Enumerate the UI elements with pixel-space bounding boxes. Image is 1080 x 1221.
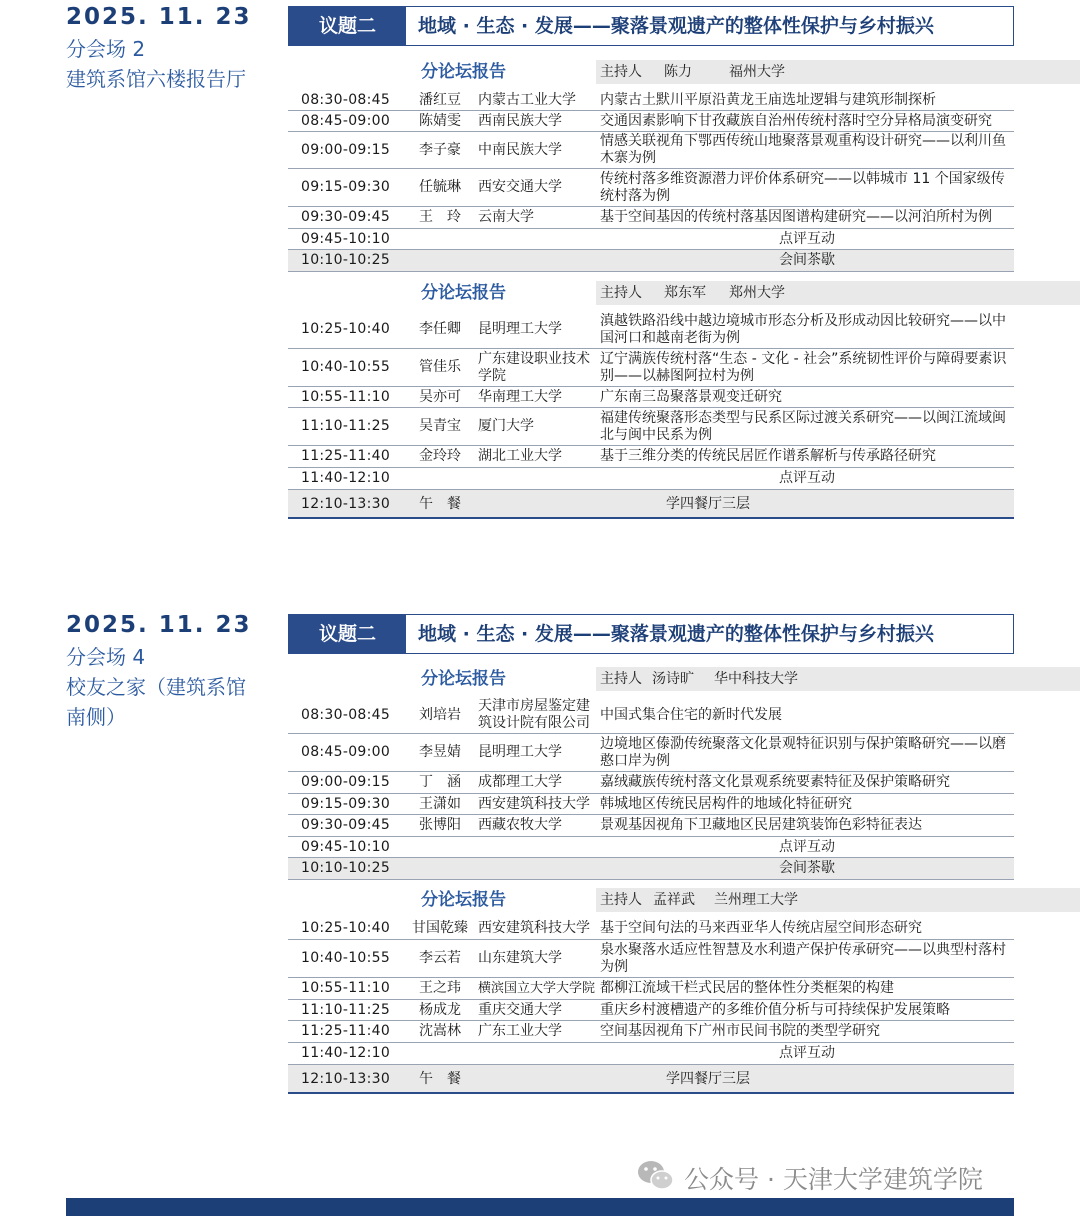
title-cell: 传统村落多维资源潜力评价体系研究——以韩城市 11 个国家级传统村落为例 xyxy=(600,171,1005,204)
activity-cell: 点评互动 xyxy=(779,1045,835,1061)
activity-cell: 点评互动 xyxy=(779,470,835,486)
institution-cell: 湖北工业大学 xyxy=(478,448,562,464)
time-cell: 08:30-08:45 xyxy=(301,707,391,723)
table-row xyxy=(288,132,1014,169)
institution-cell: 昆明理工大学 xyxy=(478,744,562,760)
table-row xyxy=(288,772,1014,794)
institution-cell: 华南理工大学 xyxy=(478,389,562,405)
table-row xyxy=(288,169,1014,207)
table-row xyxy=(288,794,1014,815)
title-cell: 广东南三岛聚落景观变迁研究 xyxy=(600,389,782,405)
title-cell: 滇越铁路沿线中越边境城市形态分析及形成动因比较研究——以中国河口和越南老街为例 xyxy=(600,313,1006,346)
title-cell: 情感关联视角下鄂西传统山地聚落景观重构设计研究——以利川鱼木寨为例 xyxy=(600,133,1006,166)
title-cell: 内蒙古土默川平原沿黄龙王庙选址逻辑与建筑形制探析 xyxy=(600,92,936,108)
table-row xyxy=(288,387,1014,408)
host-name: 陈力 xyxy=(664,64,692,80)
host-role: 主持人 xyxy=(600,64,642,80)
institution-cell: 西南民族大学 xyxy=(478,113,562,129)
title-cell: 辽宁满族传统村落“生态 - 文化 - 社会”系统韧性评价与障碍要素识别——以赫图阿拉村为例 xyxy=(600,351,1007,384)
title-cell: 重庆乡村渡槽遗产的多维价值分析与可持续保护发展策略 xyxy=(600,1002,950,1018)
institution-cell: 内蒙古工业大学 xyxy=(478,92,576,108)
topic-title: 地域 · 生态 · 发展——聚落景观遗产的整体性保护与乡村振兴 xyxy=(418,623,934,645)
host-name: 汤诗旷 xyxy=(652,671,694,687)
institution-cell: 西藏农牧大学 xyxy=(478,817,562,833)
host-org: 郑州大学 xyxy=(729,285,785,301)
forum-label: 分论坛报告 xyxy=(421,62,506,82)
host-name: 孟祥武 xyxy=(653,892,695,908)
lunch-venue: 学四餐厅三层 xyxy=(666,1071,750,1087)
speaker-cell: 潘红豆 xyxy=(419,92,461,108)
topic-title: 地域 · 生态 · 发展——聚落景观遗产的整体性保护与乡村振兴 xyxy=(418,15,934,37)
forum-label: 分论坛报告 xyxy=(421,890,506,910)
speaker-cell: 沈嵩林 xyxy=(419,1023,461,1039)
title-cell: 嘉绒藏族传统村落文化景观系统要素特征及保护策略研究 xyxy=(600,774,950,790)
title-cell: 都柳江流域干栏式民居的整体性分类框架的构建 xyxy=(600,980,894,996)
forum-subheader xyxy=(288,281,1014,305)
table-row xyxy=(288,734,1014,772)
host-box xyxy=(596,60,1080,84)
time-cell: 10:25-10:40 xyxy=(301,920,391,936)
speaker-cell: 李任卿 xyxy=(419,321,461,337)
time-cell: 12:10-13:30 xyxy=(301,1071,391,1087)
speaker-cell: 刘培岩 xyxy=(419,707,461,723)
forum-label: 分论坛报告 xyxy=(421,669,506,689)
table-row xyxy=(288,1000,1014,1021)
forum-label: 分论坛报告 xyxy=(421,283,506,303)
time-cell: 09:15-09:30 xyxy=(301,796,391,812)
table-row xyxy=(288,90,1014,111)
time-cell: 10:55-11:10 xyxy=(301,389,391,405)
institution-cell: 昆明理工大学 xyxy=(478,321,562,337)
host-box xyxy=(596,281,1080,305)
bottom-bar xyxy=(66,1198,1014,1216)
table-row xyxy=(288,1065,1014,1094)
institution-cell: 广东建设职业技术学院 xyxy=(478,351,590,384)
table-row xyxy=(288,446,1014,468)
time-cell: 11:25-11:40 xyxy=(301,448,391,464)
host-org: 兰州理工大学 xyxy=(714,892,798,908)
institution-cell: 重庆交通大学 xyxy=(478,1002,562,1018)
time-cell: 09:45-10:10 xyxy=(301,231,391,247)
institution-cell: 山东建筑大学 xyxy=(478,950,562,966)
session-date: 2025. 11. 23 xyxy=(66,4,252,30)
lunch-label: 午 餐 xyxy=(419,1071,461,1087)
speaker-cell: 王之玮 xyxy=(419,980,461,996)
time-cell: 10:55-11:10 xyxy=(301,980,391,996)
speaker-cell: 管佳乐 xyxy=(419,359,461,375)
title-cell: 基于空间句法的马来西亚华人传统店屋空间形态研究 xyxy=(600,920,922,936)
table-row xyxy=(288,490,1014,519)
speaker-cell: 王潇如 xyxy=(419,796,461,812)
session-date: 2025. 11. 23 xyxy=(66,612,252,638)
speaker-cell: 陈婧雯 xyxy=(419,113,461,129)
speaker-cell: 吴亦可 xyxy=(419,389,461,405)
forum-subheader xyxy=(288,667,1014,691)
table-row xyxy=(288,940,1014,978)
time-cell: 10:40-10:55 xyxy=(301,359,391,375)
time-cell: 09:15-09:30 xyxy=(301,179,391,195)
institution-cell: 广东工业大学 xyxy=(478,1023,562,1039)
time-cell: 10:40-10:55 xyxy=(301,950,391,966)
time-cell: 08:30-08:45 xyxy=(301,92,391,108)
time-cell: 11:25-11:40 xyxy=(301,1023,391,1039)
time-cell: 09:30-09:45 xyxy=(301,209,391,225)
host-name: 郑东军 xyxy=(664,285,706,301)
table-row xyxy=(288,697,1014,734)
host-role: 主持人 xyxy=(600,285,642,301)
title-cell: 基于空间基因的传统村落基因图谱构建研究——以河泊所村为例 xyxy=(600,209,992,225)
topic-tag: 议题二 xyxy=(289,615,406,653)
table-row xyxy=(288,349,1014,387)
institution-cell: 厦门大学 xyxy=(478,418,534,434)
institution-cell: 西安交通大学 xyxy=(478,179,562,195)
forum-subheader xyxy=(288,888,1014,912)
session-venue: 分会场 2 建筑系馆六楼报告厅 xyxy=(66,37,246,91)
time-cell: 09:00-09:15 xyxy=(301,142,391,158)
title-cell: 基于三维分类的传统民居匠作谱系解析与传承路径研究 xyxy=(600,448,936,464)
speaker-cell: 甘国乾臻 xyxy=(412,920,468,936)
table-row xyxy=(288,815,1014,837)
table-row xyxy=(288,837,1014,858)
speaker-cell: 李云若 xyxy=(419,950,461,966)
footer-text: 公众号 · 天津大学建筑学院 xyxy=(684,1165,983,1194)
table-row xyxy=(288,1043,1014,1065)
host-org: 华中科技大学 xyxy=(714,671,798,687)
table-row xyxy=(288,311,1014,349)
speaker-cell: 王 玲 xyxy=(419,209,461,225)
table-row xyxy=(288,918,1014,940)
host-role: 主持人 xyxy=(600,671,642,687)
table-row xyxy=(288,978,1014,1000)
activity-cell: 点评互动 xyxy=(779,839,835,855)
time-cell: 10:10-10:25 xyxy=(301,252,391,268)
topic-header xyxy=(288,614,1014,654)
title-cell: 空间基因视角下广州市民间书院的类型学研究 xyxy=(600,1023,880,1039)
table-row xyxy=(288,408,1014,446)
speaker-cell: 吴青宝 xyxy=(419,418,461,434)
table-row xyxy=(288,111,1014,132)
institution-cell: 云南大学 xyxy=(478,209,534,225)
speaker-cell: 杨成龙 xyxy=(419,1002,461,1018)
title-cell: 韩城地区传统民居构件的地域化特征研究 xyxy=(600,796,852,812)
time-cell: 09:00-09:15 xyxy=(301,774,391,790)
institution-cell: 西安建筑科技大学 xyxy=(478,920,590,936)
lunch-venue: 学四餐厅三层 xyxy=(666,496,750,512)
table-row xyxy=(288,468,1014,490)
activity-cell: 点评互动 xyxy=(779,231,835,247)
title-cell: 泉水聚落水适应性智慧及水利遗产保护传承研究——以典型村落村为例 xyxy=(600,942,1006,975)
time-cell: 12:10-13:30 xyxy=(301,496,391,512)
speaker-cell: 张博阳 xyxy=(419,817,461,833)
time-cell: 11:40-12:10 xyxy=(301,1045,391,1061)
activity-cell: 会间茶歇 xyxy=(779,252,835,268)
time-cell: 08:45-09:00 xyxy=(301,744,391,760)
table-row xyxy=(288,858,1014,880)
title-cell: 景观基因视角下卫藏地区民居建筑装饰色彩特征表达 xyxy=(600,817,922,833)
host-org: 福州大学 xyxy=(729,64,785,80)
table-row xyxy=(288,207,1014,229)
lunch-label: 午 餐 xyxy=(419,496,461,512)
wechat-icon xyxy=(636,1158,676,1194)
institution-cell: 中南民族大学 xyxy=(478,142,562,158)
time-cell: 11:10-11:25 xyxy=(301,418,391,434)
table-row xyxy=(288,1021,1014,1043)
speaker-cell: 丁 涵 xyxy=(419,774,461,790)
topic-tag: 议题二 xyxy=(289,7,406,45)
time-cell: 10:10-10:25 xyxy=(301,860,391,876)
title-cell: 边境地区傣泐传统聚落文化景观特征识别与保护策略研究——以磨憨口岸为例 xyxy=(600,736,1006,769)
host-box xyxy=(596,888,1080,912)
table-row xyxy=(288,250,1014,272)
institution-cell: 成都理工大学 xyxy=(478,774,562,790)
title-cell: 中国式集合住宅的新时代发展 xyxy=(600,707,782,723)
activity-cell: 会间茶歇 xyxy=(779,860,835,876)
speaker-cell: 金玲玲 xyxy=(419,448,461,464)
time-cell: 11:10-11:25 xyxy=(301,1002,391,1018)
time-cell: 09:30-09:45 xyxy=(301,817,391,833)
time-cell: 09:45-10:10 xyxy=(301,839,391,855)
title-cell: 交通因素影响下甘孜藏族自治州传统村落时空分异格局演变研究 xyxy=(600,113,992,129)
institution-cell: 横滨国立大学大学院 xyxy=(478,981,596,996)
host-role: 主持人 xyxy=(600,892,642,908)
forum-subheader xyxy=(288,60,1014,84)
time-cell: 10:25-10:40 xyxy=(301,321,391,337)
title-cell: 福建传统聚落形态类型与民系区际过渡关系研究——以闽江流域闽北与闽中民系为例 xyxy=(600,410,1006,443)
institution-cell: 西安建筑科技大学 xyxy=(478,796,590,812)
session-venue: 分会场 4 校友之家（建筑系馆 南侧） xyxy=(66,645,246,729)
topic-header xyxy=(288,6,1014,46)
speaker-cell: 任毓琳 xyxy=(419,179,461,195)
institution-cell: 天津市房屋鉴定建筑设计院有限公司 xyxy=(478,698,590,731)
speaker-cell: 李子豪 xyxy=(419,142,461,158)
speaker-cell: 李昱婧 xyxy=(419,744,461,760)
time-cell: 11:40-12:10 xyxy=(301,470,391,486)
time-cell: 08:45-09:00 xyxy=(301,113,391,129)
host-box xyxy=(596,667,1080,691)
table-row xyxy=(288,229,1014,250)
